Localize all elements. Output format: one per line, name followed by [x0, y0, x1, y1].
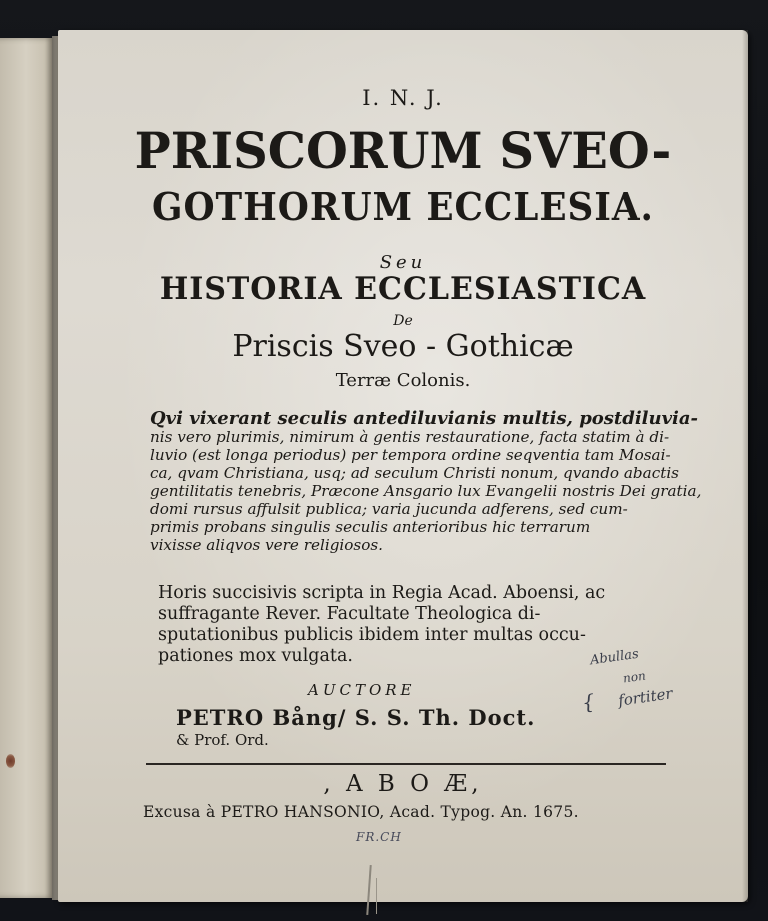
handwritten-note-2: non: [622, 668, 647, 686]
title-line-3: HISTORIA ECCLESIASTICA: [159, 271, 647, 307]
imprint-line: Excusa à PETRO HANSONIO, Acad. Typog. An. 1675.: [143, 803, 579, 821]
auctore-label: AUCTORE: [308, 681, 416, 699]
horizontal-rule: [146, 763, 666, 765]
handwritten-note-1: Abullas: [589, 646, 640, 669]
description-paragraph: [150, 408, 702, 554]
paper-crease: [376, 878, 377, 914]
author-name: PETRO Bång/ S. S. Th. Doct.: [176, 705, 536, 730]
subtitle-terrae: Terræ Colonis.: [335, 370, 471, 391]
horis-line: pationes mox vulgata.: [158, 646, 353, 666]
preposition-de: De: [393, 313, 413, 329]
imprint-place: , A B O Æ,: [323, 771, 483, 797]
title-line-4: Priscis Sveo - Gothicæ: [232, 329, 574, 364]
description-line: nis vero plurimis, nimirum à gentis restauratione, facta statim à di-: [150, 428, 670, 446]
conjunction-seu: Seu: [379, 252, 427, 273]
horis-line: Horis succisivis scripta in Regia Acad. Aboensi, ac: [158, 583, 606, 603]
description-line: Qvi vixerant seculis antediluvianis multis, postdiluvia-: [150, 408, 699, 429]
description-line: gentilitatis tenebris, Præcone Ansgario lux Evangelii nostris Dei gratia,: [150, 482, 702, 500]
author-title: & Prof. Ord.: [176, 731, 269, 749]
paper-crease: [366, 865, 371, 915]
motto: I. N. J.: [362, 86, 444, 110]
left-page-edge: [0, 38, 54, 898]
shelfmark-note: FR.CH: [356, 830, 402, 844]
title-line-2: GOTHORUM ECCLESIA.: [152, 184, 654, 229]
horis-line: suffragante Rever. Facultate Theologica di-: [158, 604, 541, 624]
description-line: domi rursus affulsit publica; varia jucunda adferens, sed cum-: [150, 500, 628, 518]
title-page: [58, 30, 748, 902]
handwritten-note-3: fortiter: [617, 684, 674, 710]
handwritten-bracket: {: [580, 689, 597, 715]
horis-line: sputationibus publicis ibidem inter multas occu-: [158, 625, 586, 645]
foxing-spot: [6, 754, 15, 768]
description-line: vixisse aliqvos vere religiosos.: [150, 536, 383, 554]
description-line: primis probans singulis seculis anterioribus hic terrarum: [150, 518, 591, 536]
title-line-1: PRISCORUM SVEO-: [134, 121, 672, 180]
page-edge-shadow: [742, 30, 748, 902]
description-line: ca, qvam Christiana, usq; ad seculum Christi nonum, qvando abactis: [150, 464, 679, 482]
description-line: luvio (est longa periodus) per tempora ordine seqventia tam Mosai-: [150, 446, 671, 464]
